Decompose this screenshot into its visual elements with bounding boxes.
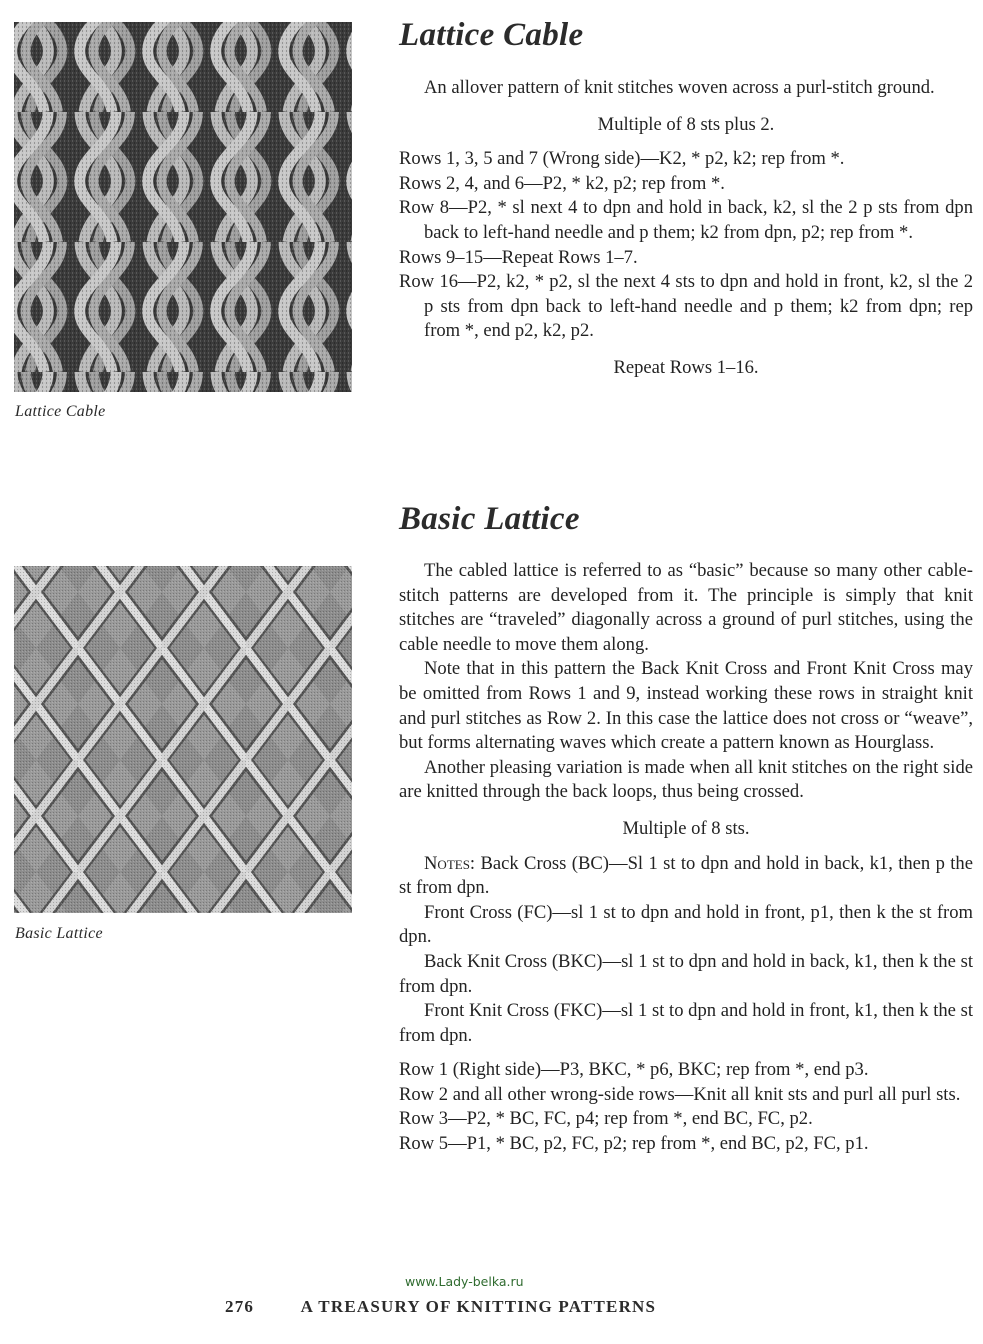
lattice-texture-graphic: [14, 566, 352, 913]
page-footer: [225, 1297, 656, 1317]
row-instruction: Row 5—P1, * BC, p2, FC, p2; rep from *, end BC, p2, FC, p1.: [399, 1133, 869, 1155]
watermark-link[interactable]: www.Lady-belka.ru: [405, 1274, 524, 1289]
book-title: A TREASURY OF KNITTING PATTERNS: [300, 1297, 657, 1316]
basic-lattice-paragraph: The cabled lattice is referred to as “basic” because so many other cable-stitch patterns are developed from it. The principle is simply that knit stitches are “traveled” diagonally across a ground of purl stitches, using the cable needle to move them along.: [399, 560, 973, 655]
lattice-cable-multiple: Multiple of 8 sts plus 2.: [597, 113, 775, 135]
cable-texture-graphic: [14, 22, 352, 392]
row-instruction: Rows 2, 4, and 6—P2, * k2, p2; rep from *.: [399, 172, 725, 194]
basic-lattice-instructions: [399, 559, 973, 1157]
lattice-cable-repeat: Repeat Rows 1–16.: [613, 356, 759, 378]
basic-lattice-multiple: Multiple of 8 sts.: [622, 817, 750, 839]
lattice-cable-intro: An allover pattern of knit stitches woven across a purl-stitch ground.: [424, 77, 935, 98]
row-instruction: Rows 1, 3, 5 and 7 (Wrong side)—K2, * p2, k2; rep from *.: [399, 148, 845, 170]
basic-lattice-heading: Basic Lattice: [399, 501, 580, 537]
row-instruction: Rows 9–15—Repeat Rows 1–7.: [399, 246, 638, 268]
basic-lattice-paragraph: Note that in this pattern the Back Knit Cross and Front Knit Cross may be omitted from Rows 1 and 9, instead working these rows in straight knit and purl stitches as Row 2. In this case the lattice does not cross or “weave”, but forms alternating waves which create a pattern known as Hourglass.: [399, 658, 973, 754]
lattice-cable-heading: Lattice Cable: [399, 17, 584, 53]
note-text: Back Cross (BC)—Sl 1 st to dpn and hold in back, k1, then p the st from dpn.: [399, 852, 973, 899]
note-item: Front Cross (FC)—sl 1 st to dpn and hold in front, p1, then k the st from dpn.: [399, 901, 973, 948]
basic-lattice-paragraph: Another pleasing variation is made when all knit stitches on the right side are knitted through the back loops, thus being crossed.: [399, 756, 973, 803]
lattice-cable-caption: Lattice Cable: [15, 403, 106, 420]
row-instruction: Row 16—P2, k2, * p2, sl the next 4 sts to dpn and hold in front, k2, sl the 2 p sts from dpn back to left-hand needle and p them; k2 from dpn; rep from *, end p2, k2, p2.: [399, 271, 973, 342]
page-number: 276: [225, 1297, 255, 1316]
row-instruction: Row 3—P2, * BC, FC, p4; rep from *, end BC, FC, p2.: [399, 1108, 813, 1130]
row-instruction: Row 8—P2, * sl next 4 to dpn and hold in back, k2, sl the 2 p sts from dpn back to left-hand needle and p them; k2 from dpn, p2; rep from *.: [399, 197, 973, 243]
basic-lattice-caption: Basic Lattice: [15, 925, 103, 942]
notes-label: Notes:: [424, 852, 476, 874]
note-item: [399, 852, 973, 901]
row-instruction: Row 2 and all other wrong-side rows—Knit all knit sts and purl all purl sts.: [399, 1083, 961, 1105]
note-item: Front Knit Cross (FKC)—sl 1 st to dpn and hold in front, k1, then k the st from dpn.: [399, 1000, 973, 1046]
row-instruction: Row 1 (Right side)—P3, BKC, * p6, BKC; rep from *, end p3.: [399, 1059, 869, 1081]
lattice-cable-instructions: [399, 76, 973, 381]
lattice-cable-photo: [14, 22, 352, 392]
basic-lattice-photo: [14, 566, 352, 913]
note-item: Back Knit Cross (BKC)—sl 1 st to dpn and hold in back, k1, then k the st from dpn.: [399, 950, 973, 997]
